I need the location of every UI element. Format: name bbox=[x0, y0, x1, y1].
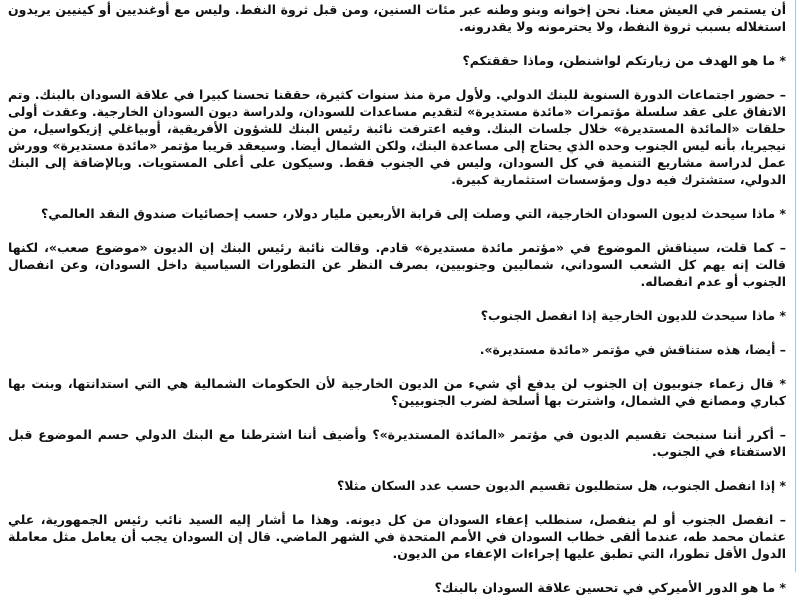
answer-paragraph: – أكرر أننا سنبحث تقسيم الديون في مؤتمر «المائدة المستديرة»؟ وأضيف أننا اشترطنا مع البنك الدولي حسم الموضوع قبل الاستفتاء في الجنوب. bbox=[8, 427, 786, 459]
question-paragraph: * قال زعماء جنوبيون إن الجنوب لن يدفع أي شيء من الديون الخارجية لأن الحكومات الشمالية هي التي استدانتها، وبنت بها كباري ومصانع في الشمال، واشترت بها أسلحة لضرب الجنوبيين؟ bbox=[8, 376, 786, 408]
answer-paragraph: – كما قلت، سيناقش الموضوع في «مؤتمر مائدة مستديرة» قادم. وقالت نائبة رئيس البنك إن الديون «موضوع صعب»، لكنها قالت إنه يهم كل الشعب السوداني، شماليين وجنوبيين، بصرف النظر عن التطورات السياسية داخل السودان، وعن انفصال الجنوب أو عدم انفصاله. bbox=[8, 240, 786, 289]
question-paragraph: * ما هو الهدف من زيارتكم لواشنطن، وماذا حققتكم؟ bbox=[462, 53, 786, 68]
answer-paragraph: – أيضا، هذه ستناقش في مؤتمر «مائدة مستديرة». bbox=[479, 342, 786, 357]
question-paragraph: * ماذا سيحدث لديون السودان الخارجية، التي وصلت إلى قرابة الأربعين مليار دولار، حسب إحصائيات صندوق النقد العالمي؟ bbox=[40, 206, 786, 221]
question-paragraph: * ما هو الدور الأميركي في تحسين علاقة السودان بالبنك؟ bbox=[434, 580, 786, 595]
question-paragraph: * ماذا سيحدث للديون الخارجية إذا انفصل الجنوب؟ bbox=[480, 308, 786, 323]
answer-paragraph: أن يستمر في العيش معنا. نحن إخوانه وبنو وطنه عبر مئات السنين، ومن قبل ثروة النفط. وليس مع أوغنديين أو كينيين يريدون استغلاله بسبب ثروة النفط، ولا يحترمونه ولا يقدرونه. bbox=[8, 2, 786, 34]
question-paragraph: * إذا انفصل الجنوب، هل ستطلبون تقسيم الديون حسب عدد السكان مثلا؟ bbox=[337, 478, 786, 493]
answer-paragraph: – حضور اجتماعات الدورة السنوية للبنك الدولي. ولأول مرة منذ سنوات كثيرة، حققنا تحسنا كبيرا في علاقة السودان بالبنك. وتم الاتفاق على عقد سلسلة مؤتمرات «مائدة مستديرة» لتقديم مساعدات للسودان، ولدراسة ديون السودان الخارجية. وعقدت أولى حلقات «المائدة المستديرة» خلال جلسات البنك. وفيه اعترفت نائبة رئيس البنك للشؤون الأفريقية، أوبياغلي إزيكواسيل، من نيجيريا، بأنه ليس الجنوب وحده الذي يحتاج إلى مساعدة البنك، ولكن الشمال أيضا. وسيعقد قريبا مؤتمر «مائدة مستديرة» وورش عمل لدراسة مشاريع التنمية في كل السودان، وليس في الجنوب فقط. وسيكون على أعلى المستويات. وبالإضافة إلى البنك الدولي، ستشترك فيه دول ومؤسسات استثمارية كبيرة. bbox=[8, 87, 786, 187]
answer-paragraph: – انفصل الجنوب أو لم ينفصل، سنطلب إعفاء السودان من كل ديونه. وهذا ما أشار إليه السيد نائب رئيس الجمهورية، علي عثمان محمد طه، عندما ألقى خطاب السودان في الأمم المتحدة في الشهر الماضي. قال إن السودان يجب أن يعامل مثل معاملة الدول الأقل تطورا، التي تطبق عليها إجراءات الإعفاء من الديون. bbox=[8, 512, 786, 561]
page-border bbox=[795, 0, 796, 572]
